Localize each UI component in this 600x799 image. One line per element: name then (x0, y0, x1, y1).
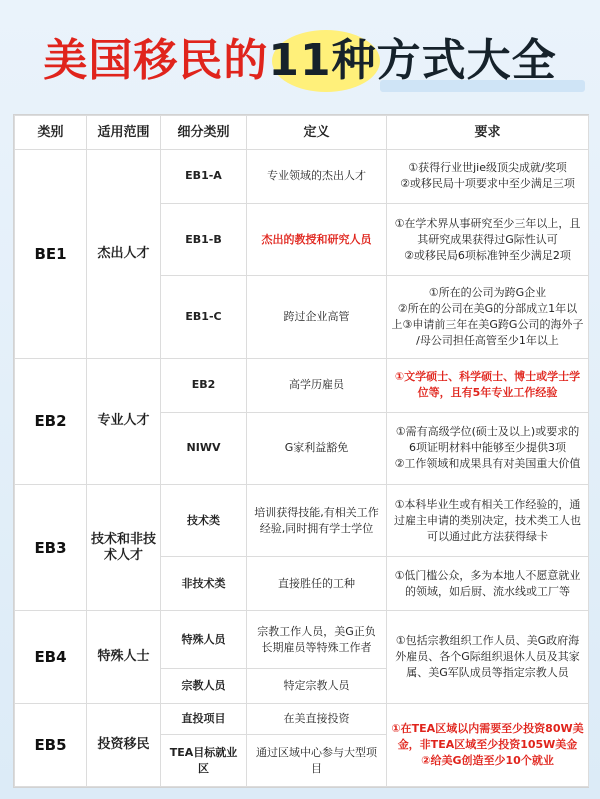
table (14, 115, 589, 787)
subcategory-cell (161, 735, 247, 787)
definition-line: 长期雇员等特殊工作者 (261, 640, 372, 654)
requirement-line: ②或移民局6项标准钟至少满足2项 (404, 248, 571, 262)
title-part-2: 11 (268, 35, 332, 86)
scope-cell: 特殊人士 (87, 611, 161, 704)
scope-line: 术人才 (103, 547, 143, 563)
header-category: 类别 (15, 116, 87, 150)
requirement-cell (387, 412, 589, 484)
scope-cell (87, 485, 161, 611)
requirement-cell (387, 358, 589, 412)
requirement-cell (387, 704, 589, 787)
definition-line: 目 (311, 761, 322, 775)
category-cell: EB2 (15, 358, 87, 484)
requirement-line: ①需有高级学位(硕士及以上)或要求的 (395, 425, 580, 439)
definition-cell: 跨过企业高管 (247, 276, 387, 359)
category-cell: EB5 (15, 704, 87, 787)
requirement-line: ②给美G创造至少10个就业 (421, 754, 554, 768)
header-requirement: 要求 (387, 116, 589, 150)
definition-line: 经验,同时拥有学士学位 (259, 521, 374, 535)
category-cell: BE1 (15, 150, 87, 359)
header-definition: 定义 (247, 116, 387, 150)
subcategory-cell: EB1-A (161, 150, 247, 204)
scope-cell: 投资移民 (87, 704, 161, 787)
category-cell: EB3 (15, 485, 87, 611)
table-row (15, 704, 589, 735)
requirement-line: ②工作领域和成果具有对美国重大价值 (394, 457, 581, 471)
requirement-line: ②所在的公司在美G的分部成立1年以 (397, 302, 578, 316)
category-cell: EB4 (15, 611, 87, 704)
subcategory-cell: 直投项目 (161, 704, 247, 735)
definition-cell: 在美直接投资 (247, 704, 387, 735)
definition-cell (247, 735, 387, 787)
scope-cell: 杰出人才 (87, 150, 161, 359)
subcategory-line: 区 (198, 761, 209, 775)
page-title (0, 36, 600, 86)
definition-cell (247, 485, 387, 557)
definition-cell: 高学历雇员 (247, 358, 387, 412)
definition-cell: 直接胜任的工种 (247, 557, 387, 611)
table-row (15, 358, 589, 412)
requirement-line: 属、美G军队成员等指定宗教人员 (406, 666, 569, 680)
requirement-line: /母公司担任高管至少1年以上 (416, 334, 559, 348)
scope-cell: 专业人才 (87, 358, 161, 484)
subcategory-cell: EB1-B (161, 203, 247, 275)
requirement-line: ①在TEA区域以内需要至少投资80W美 (391, 722, 584, 736)
subcategory-cell: 特殊人员 (161, 611, 247, 669)
requirement-line: ①所在的公司为跨G企业 (428, 286, 547, 300)
definition-line: 宗教工作人员，美G正负 (257, 624, 376, 638)
title-banner (0, 0, 600, 110)
requirement-line: 上③申请前三年在美G跨G公司的海外子 (391, 318, 584, 332)
immigration-table (13, 114, 589, 788)
subcategory-line: TEA目标就业 (169, 745, 238, 759)
title-part-3: 种方式大全 (331, 35, 557, 86)
subcategory-cell: 非技术类 (161, 557, 247, 611)
requirement-line: 外雇员、各个G际组织退休人员及其家 (395, 650, 580, 664)
requirement-cell (387, 150, 589, 204)
requirement-line: 的领域，如后厨、流水线或工厂等 (405, 584, 570, 598)
requirement-cell (387, 611, 589, 704)
requirement-line: 金，非TEA区域至少投资105W美金 (397, 738, 578, 752)
definition-cell: 杰出的教授和研究人员 (247, 203, 387, 275)
requirement-line: ①在学术界从事研究至少三年以上，且 (394, 216, 581, 230)
header-row (15, 116, 589, 150)
requirement-line: ①获得行业世jie级顶尖成就/奖项 (408, 161, 567, 175)
definition-cell: G家利益豁免 (247, 412, 387, 484)
table-row (15, 611, 589, 669)
requirement-line: ①文学硕士、科学硕士、博士或学士学 (394, 370, 581, 384)
subcategory-cell: EB1-C (161, 276, 247, 359)
requirement-line: 其研究成果获得过G际性认可 (417, 232, 558, 246)
subcategory-cell: EB2 (161, 358, 247, 412)
requirement-line: 位等，且有5年专业工作经验 (417, 386, 558, 400)
header-scope: 适用范围 (87, 116, 161, 150)
definition-line: 培训获得技能,有相关工作 (254, 505, 379, 519)
title-part-1: 美国移民的 (43, 35, 269, 86)
subcategory-cell: 宗教人员 (161, 669, 247, 704)
requirement-line: ①本科毕业生或有相关工作经验的，通 (394, 497, 581, 511)
scope-line: 技术和非技 (91, 531, 157, 547)
definition-cell: 专业领域的杰出人才 (247, 150, 387, 204)
requirement-line: ②或移民局十项要求中至少满足三项 (400, 177, 575, 191)
definition-line: 通过区域中心参与大型项 (256, 745, 377, 759)
subcategory-cell: 技术类 (161, 485, 247, 557)
header-subcategory: 细分类别 (161, 116, 247, 150)
requirement-line: ①低门槛公众，多为本地人不愿意就业 (394, 568, 581, 582)
requirement-line: 过雇主申请的类别决定，技术类工人也 (394, 513, 581, 527)
requirement-cell (387, 276, 589, 359)
requirement-cell (387, 485, 589, 557)
requirement-line: ①包括宗教组织工作人员、美G政府海 (395, 634, 580, 648)
definition-cell (247, 611, 387, 669)
definition-cell: 特定宗教人员 (247, 669, 387, 704)
requirement-line: 可以通过此方法获得绿卡 (427, 529, 548, 543)
subcategory-cell: NIWV (161, 412, 247, 484)
table-row (15, 485, 589, 557)
requirement-cell (387, 557, 589, 611)
requirement-cell (387, 203, 589, 275)
requirement-line: 6项证明材料中能够至少提供3项 (409, 441, 566, 455)
table-row (15, 150, 589, 204)
